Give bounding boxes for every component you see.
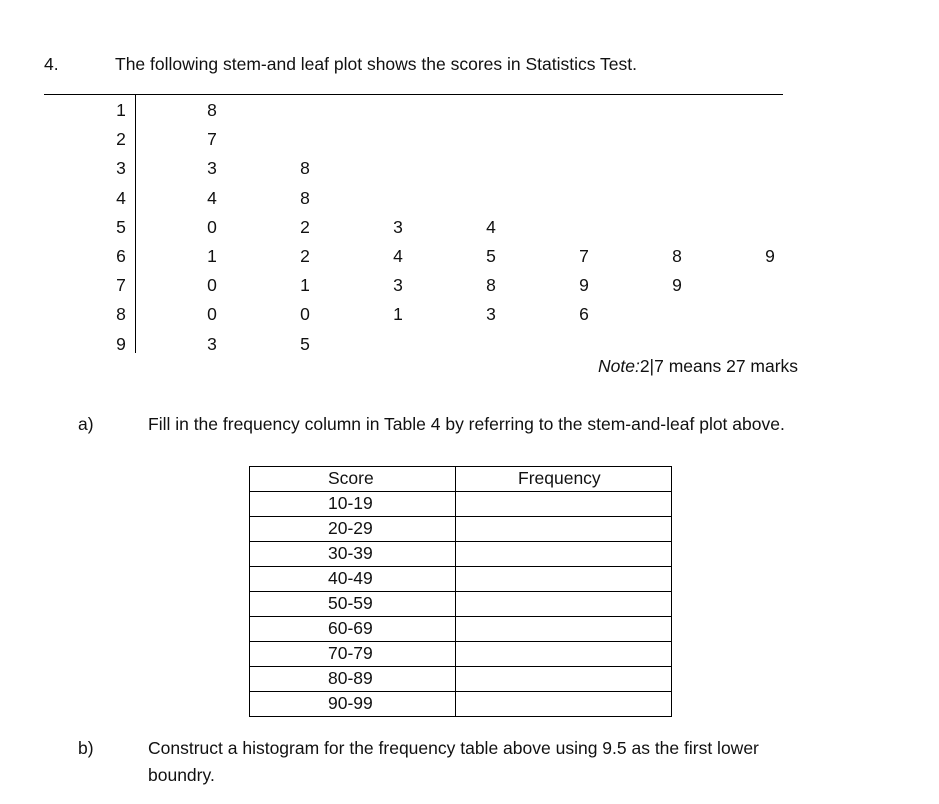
leaf-value: 3 bbox=[393, 217, 403, 237]
stem-value: 6 bbox=[116, 246, 126, 266]
table-header-row bbox=[250, 467, 672, 492]
table-row bbox=[250, 542, 672, 567]
leaf-value: 3 bbox=[486, 304, 496, 324]
leaf-value: 5 bbox=[300, 334, 310, 354]
score-range-cell: 60-69 bbox=[250, 617, 456, 642]
leaf-value: 4 bbox=[207, 188, 217, 208]
part-b-label: b) bbox=[78, 738, 94, 758]
stem-and-leaf-plot bbox=[0, 0, 939, 360]
leaf-value: 0 bbox=[207, 275, 217, 295]
frequency-cell[interactable] bbox=[456, 617, 672, 642]
score-range-cell: 70-79 bbox=[250, 642, 456, 667]
plot-top-rule bbox=[44, 94, 783, 95]
header-frequency: Frequency bbox=[456, 467, 672, 492]
stem-value: 1 bbox=[116, 100, 126, 120]
leaf-value: 9 bbox=[672, 275, 682, 295]
frequency-cell[interactable] bbox=[456, 592, 672, 617]
leaf-value: 1 bbox=[300, 275, 310, 295]
leaf-value: 2 bbox=[300, 246, 310, 266]
plot-stem-divider bbox=[135, 95, 136, 353]
leaf-value: 4 bbox=[393, 246, 403, 266]
leaf-value: 6 bbox=[579, 304, 589, 324]
frequency-cell[interactable] bbox=[456, 667, 672, 692]
leaf-value: 8 bbox=[300, 158, 310, 178]
frequency-cell[interactable] bbox=[456, 542, 672, 567]
leaf-value: 0 bbox=[300, 304, 310, 324]
leaf-value: 3 bbox=[393, 275, 403, 295]
stem-value: 8 bbox=[116, 304, 126, 324]
header-score: Score bbox=[250, 467, 456, 492]
part-a-label: a) bbox=[78, 414, 94, 434]
stem-value: 4 bbox=[116, 188, 126, 208]
leaf-value: 1 bbox=[207, 246, 217, 266]
leaf-value: 8 bbox=[300, 188, 310, 208]
leaf-value: 3 bbox=[207, 158, 217, 178]
frequency-cell[interactable] bbox=[456, 692, 672, 717]
stem-value: 9 bbox=[116, 334, 126, 354]
leaf-value: 7 bbox=[207, 129, 217, 149]
leaf-value: 7 bbox=[579, 246, 589, 266]
frequency-cell[interactable] bbox=[456, 517, 672, 542]
score-range-cell: 30-39 bbox=[250, 542, 456, 567]
leaf-value: 3 bbox=[207, 334, 217, 354]
part-b-text-line-2: boundry. bbox=[148, 765, 215, 785]
frequency-table bbox=[249, 466, 672, 717]
leaf-value: 4 bbox=[486, 217, 496, 237]
stem-value: 3 bbox=[116, 158, 126, 178]
question-number: 4. bbox=[44, 54, 59, 74]
leaf-value: 8 bbox=[486, 275, 496, 295]
leaf-value: 0 bbox=[207, 304, 217, 324]
leaf-value: 8 bbox=[672, 246, 682, 266]
stem-value: 5 bbox=[116, 217, 126, 237]
leaf-value: 5 bbox=[486, 246, 496, 266]
frequency-cell[interactable] bbox=[456, 642, 672, 667]
table-row bbox=[250, 492, 672, 517]
question-prompt: The following stem-and leaf plot shows the scores in Statistics Test. bbox=[115, 54, 638, 74]
score-range-cell: 50-59 bbox=[250, 592, 456, 617]
part-b-text-line-1: Construct a histogram for the frequency table above using 9.5 as the first lower bbox=[148, 738, 759, 758]
note-text: 2|7 means 27 marks bbox=[639, 356, 799, 376]
leaf-value: 1 bbox=[393, 304, 403, 324]
note-label: Note: bbox=[598, 356, 640, 376]
leaf-value: 2 bbox=[300, 217, 310, 237]
leaf-value: 0 bbox=[207, 217, 217, 237]
part-a-text: Fill in the frequency column in Table 4 by referring to the stem-and-leaf plot above. bbox=[148, 414, 785, 434]
plot-note bbox=[598, 358, 798, 376]
score-range-cell: 40-49 bbox=[250, 567, 456, 592]
leaf-value: 9 bbox=[765, 246, 775, 266]
stem-value: 2 bbox=[116, 129, 126, 149]
frequency-cell[interactable] bbox=[456, 567, 672, 592]
table-row bbox=[250, 642, 672, 667]
frequency-cell[interactable] bbox=[456, 492, 672, 517]
score-range-cell: 20-29 bbox=[250, 517, 456, 542]
leaf-value: 9 bbox=[579, 275, 589, 295]
score-range-cell: 10-19 bbox=[250, 492, 456, 517]
table-row bbox=[250, 517, 672, 542]
score-range-cell: 90-99 bbox=[250, 692, 456, 717]
table-row bbox=[250, 692, 672, 717]
table-row bbox=[250, 617, 672, 642]
score-range-cell: 80-89 bbox=[250, 667, 456, 692]
stem-value: 7 bbox=[116, 275, 126, 295]
table-row bbox=[250, 592, 672, 617]
table-row bbox=[250, 667, 672, 692]
table-row bbox=[250, 567, 672, 592]
leaf-value: 8 bbox=[207, 100, 217, 120]
